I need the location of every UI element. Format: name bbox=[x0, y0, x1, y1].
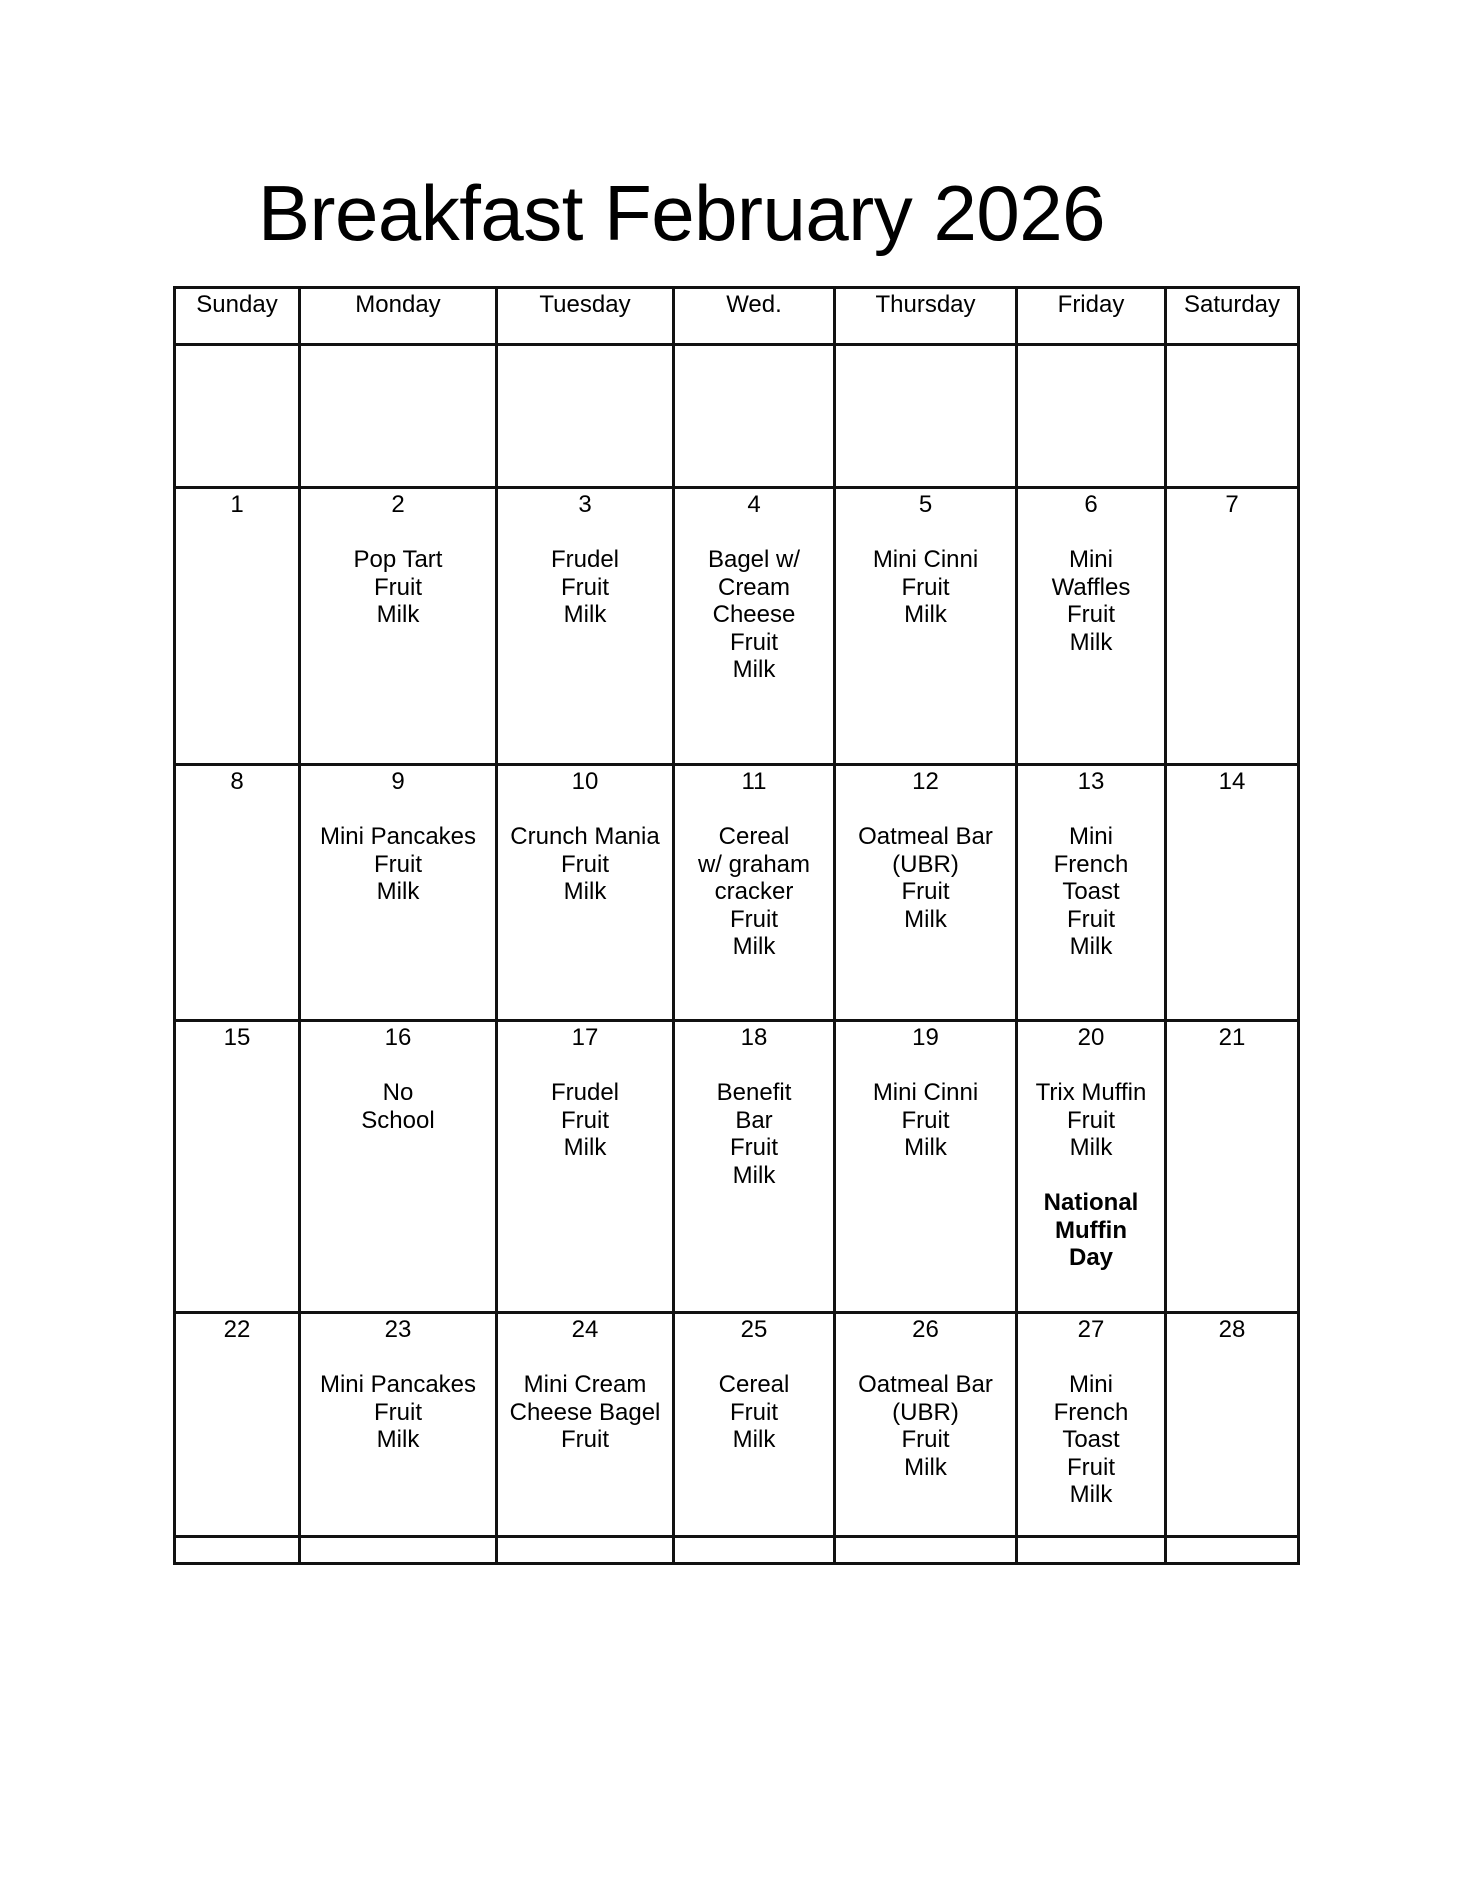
day-number: 26 bbox=[912, 1316, 939, 1343]
menu-items bbox=[301, 546, 495, 629]
menu-item: Fruit bbox=[730, 1398, 778, 1426]
menu-item: w/ graham bbox=[697, 850, 811, 878]
day-number: 7 bbox=[1225, 491, 1239, 518]
day-number: 12 bbox=[912, 768, 939, 795]
day-cell bbox=[1166, 488, 1299, 765]
menu-item: Fruit bbox=[561, 850, 609, 878]
menu-item: Fruit bbox=[1067, 601, 1115, 628]
note-line: Muffin bbox=[1055, 1216, 1127, 1244]
menu-item: Milk bbox=[904, 905, 947, 933]
menu-item: French bbox=[1053, 1398, 1129, 1426]
week-row bbox=[175, 1313, 1299, 1537]
day-cell bbox=[497, 765, 674, 1021]
day-cell bbox=[497, 488, 674, 765]
menu-item: Mini Pancakes bbox=[319, 1371, 477, 1398]
day-cell bbox=[1017, 1021, 1166, 1313]
menu-item: Milk bbox=[563, 1134, 607, 1161]
day-cell bbox=[835, 1313, 1017, 1537]
menu-item: cracker bbox=[714, 878, 794, 905]
menu-item: Crunch Mania bbox=[510, 823, 660, 850]
day-cell bbox=[674, 345, 835, 488]
note-line: National bbox=[1043, 1189, 1139, 1216]
menu-items bbox=[836, 1079, 1015, 1162]
day-cell bbox=[1166, 1313, 1299, 1537]
day-cell bbox=[835, 345, 1017, 488]
day-number: 15 bbox=[223, 1024, 251, 1051]
weekday-header-tuesday: Tuesday bbox=[497, 288, 674, 345]
menu-item: Cream bbox=[717, 573, 790, 601]
day-cell bbox=[175, 1537, 300, 1564]
weekday-header-wed: Wed. bbox=[674, 288, 835, 345]
menu-items bbox=[675, 1079, 833, 1189]
menu-item: Benefit bbox=[716, 1079, 792, 1106]
day-number: 5 bbox=[918, 491, 933, 518]
menu-item: Fruit bbox=[901, 573, 950, 601]
day-number: 8 bbox=[230, 768, 244, 795]
menu-item: Mini Pancakes bbox=[319, 823, 477, 850]
menu-item: Milk bbox=[732, 1161, 776, 1189]
menu-items bbox=[301, 1371, 495, 1454]
day-number: 24 bbox=[571, 1316, 599, 1343]
day-cell bbox=[300, 1021, 497, 1313]
menu-item: Milk bbox=[563, 601, 607, 628]
day-cell bbox=[1166, 1021, 1299, 1313]
menu-items bbox=[1018, 546, 1164, 656]
weekday-header-sunday: Sunday bbox=[175, 288, 300, 345]
day-cell bbox=[674, 1537, 835, 1564]
menu-item: Mini bbox=[1068, 546, 1113, 573]
menu-item: Milk bbox=[376, 601, 420, 628]
day-cell bbox=[1017, 1313, 1166, 1537]
menu-item: Mini Cinni bbox=[872, 546, 979, 573]
day-cell bbox=[497, 1021, 674, 1313]
day-number: 18 bbox=[740, 1024, 768, 1051]
day-cell bbox=[674, 1021, 835, 1313]
day-cell bbox=[300, 765, 497, 1021]
page-title: Breakfast February 2026 bbox=[258, 169, 1105, 257]
menu-item: Milk bbox=[904, 1453, 947, 1481]
menu-item: Mini Cinni bbox=[872, 1079, 979, 1106]
menu-items bbox=[498, 1371, 672, 1454]
menu-item: Oatmeal Bar bbox=[858, 823, 993, 850]
menu-item: Fruit bbox=[901, 1106, 950, 1134]
day-cell bbox=[300, 1537, 497, 1564]
day-cell bbox=[674, 1313, 835, 1537]
menu-items bbox=[675, 546, 833, 684]
day-number: 17 bbox=[571, 1024, 599, 1051]
menu-item: Toast bbox=[1062, 878, 1120, 905]
menu-items bbox=[301, 1079, 495, 1134]
menu-item: Toast bbox=[1062, 1426, 1120, 1453]
menu-item: Mini bbox=[1068, 1371, 1113, 1398]
menu-items bbox=[836, 546, 1015, 629]
note-line: Day bbox=[1068, 1244, 1114, 1271]
menu-item: Fruit bbox=[1067, 1453, 1115, 1481]
menu-item: Milk bbox=[563, 878, 607, 905]
day-number: 28 bbox=[1218, 1316, 1246, 1343]
menu-item: No bbox=[382, 1079, 414, 1106]
menu-item: (UBR) bbox=[892, 1398, 959, 1426]
menu-item: Fruit bbox=[730, 1134, 778, 1161]
day-number: 6 bbox=[1084, 491, 1098, 518]
menu-item: Fruit bbox=[1067, 905, 1115, 933]
menu-items bbox=[675, 1371, 833, 1454]
menu-item: Cereal bbox=[718, 1371, 790, 1398]
menu-item: Frudel bbox=[550, 546, 620, 573]
menu-items bbox=[498, 546, 672, 629]
menu-item: Mini bbox=[1068, 823, 1113, 850]
day-number: 23 bbox=[384, 1316, 412, 1343]
day-number: 10 bbox=[571, 768, 599, 795]
day-cell bbox=[300, 345, 497, 488]
menu-items bbox=[675, 823, 833, 961]
menu-items bbox=[1018, 823, 1164, 961]
day-cell bbox=[175, 488, 300, 765]
day-cell bbox=[835, 765, 1017, 1021]
special-day-note bbox=[1018, 1189, 1164, 1272]
day-number: 4 bbox=[747, 491, 761, 518]
day-cell bbox=[175, 1021, 300, 1313]
menu-item: Waffles bbox=[1051, 573, 1131, 601]
menu-items bbox=[1018, 1079, 1164, 1162]
menu-item: Milk bbox=[1069, 628, 1113, 656]
day-number: 20 bbox=[1077, 1024, 1105, 1051]
menu-item: Bar bbox=[735, 1106, 773, 1134]
menu-items bbox=[301, 823, 495, 906]
menu-item: Frudel bbox=[550, 1079, 620, 1106]
menu-item: Milk bbox=[904, 1134, 947, 1161]
day-cell bbox=[1017, 345, 1166, 488]
day-cell bbox=[1166, 765, 1299, 1021]
week-row bbox=[175, 765, 1299, 1021]
menu-item: Cheese bbox=[712, 601, 796, 628]
day-number: 11 bbox=[741, 768, 767, 795]
menu-items bbox=[498, 1079, 672, 1162]
day-number: 21 bbox=[1218, 1024, 1246, 1051]
weekday-header-friday: Friday bbox=[1017, 288, 1166, 345]
menu-item: Fruit bbox=[374, 1398, 422, 1426]
day-cell bbox=[300, 488, 497, 765]
day-cell bbox=[175, 1313, 300, 1537]
week-row bbox=[175, 345, 1299, 488]
menu-item: Fruit bbox=[374, 850, 422, 878]
menu-item: Pop Tart bbox=[353, 546, 443, 573]
day-cell bbox=[674, 488, 835, 765]
menu-item: Milk bbox=[376, 878, 420, 905]
day-number: 14 bbox=[1218, 768, 1246, 795]
weekday-header-saturday: Saturday bbox=[1166, 288, 1299, 345]
menu-item: Milk bbox=[904, 601, 947, 628]
menu-item: Fruit bbox=[1067, 1106, 1115, 1134]
menu-item: Fruit bbox=[561, 1106, 609, 1134]
day-number: 1 bbox=[230, 491, 244, 518]
menu-item: (UBR) bbox=[892, 850, 959, 878]
day-number: 19 bbox=[912, 1024, 939, 1051]
day-cell bbox=[674, 765, 835, 1021]
day-number: 27 bbox=[1077, 1316, 1105, 1343]
menu-item: Oatmeal Bar bbox=[858, 1371, 993, 1398]
day-cell bbox=[1166, 345, 1299, 488]
week-row bbox=[175, 1537, 1299, 1564]
menu-items bbox=[1018, 1371, 1164, 1509]
day-cell bbox=[835, 1537, 1017, 1564]
day-cell bbox=[1017, 765, 1166, 1021]
weekday-header-thursday: Thursday bbox=[835, 288, 1017, 345]
calendar-table bbox=[173, 286, 1300, 1565]
menu-item: French bbox=[1053, 850, 1129, 878]
menu-item: Milk bbox=[732, 1426, 776, 1453]
menu-item: Milk bbox=[732, 656, 776, 683]
menu-item: Milk bbox=[1069, 933, 1113, 960]
weekday-header-row bbox=[175, 288, 1299, 345]
menu-item: Milk bbox=[732, 933, 776, 960]
menu-item: Fruit bbox=[730, 628, 778, 656]
menu-items bbox=[836, 823, 1015, 933]
menu-item: Fruit bbox=[561, 1426, 609, 1453]
week-row bbox=[175, 488, 1299, 765]
day-cell bbox=[835, 488, 1017, 765]
day-cell bbox=[1166, 1537, 1299, 1564]
menu-item: Fruit bbox=[901, 878, 950, 905]
day-cell bbox=[175, 765, 300, 1021]
menu-items bbox=[836, 1371, 1015, 1481]
menu-item: Mini Cream bbox=[523, 1371, 647, 1398]
menu-item: Cereal bbox=[718, 823, 790, 850]
menu-item: Milk bbox=[1069, 1134, 1113, 1161]
day-number: 2 bbox=[391, 491, 405, 518]
menu-item: Milk bbox=[376, 1426, 420, 1453]
day-number: 22 bbox=[223, 1316, 251, 1343]
day-number: 9 bbox=[391, 768, 405, 795]
day-number: 3 bbox=[578, 491, 592, 518]
menu-item: School bbox=[361, 1106, 435, 1134]
day-cell bbox=[175, 345, 300, 488]
menu-item: Fruit bbox=[901, 1426, 950, 1453]
day-cell bbox=[1017, 488, 1166, 765]
day-cell bbox=[1017, 1537, 1166, 1564]
menu-items bbox=[498, 823, 672, 906]
weekday-header-monday: Monday bbox=[300, 288, 497, 345]
menu-item: Milk bbox=[1069, 1481, 1113, 1508]
menu-item: Fruit bbox=[561, 573, 609, 601]
menu-item: Trix Muffin bbox=[1035, 1079, 1147, 1106]
day-cell bbox=[497, 1537, 674, 1564]
menu-item: Fruit bbox=[374, 573, 422, 601]
day-cell bbox=[835, 1021, 1017, 1313]
day-cell bbox=[497, 345, 674, 488]
day-number: 13 bbox=[1077, 768, 1105, 795]
menu-item: Bagel w/ bbox=[707, 546, 801, 573]
day-cell bbox=[497, 1313, 674, 1537]
day-cell bbox=[300, 1313, 497, 1537]
week-row bbox=[175, 1021, 1299, 1313]
day-number: 16 bbox=[384, 1024, 412, 1051]
menu-item: Cheese Bagel bbox=[509, 1398, 661, 1426]
menu-item: Fruit bbox=[730, 905, 778, 933]
day-number: 25 bbox=[740, 1316, 768, 1343]
